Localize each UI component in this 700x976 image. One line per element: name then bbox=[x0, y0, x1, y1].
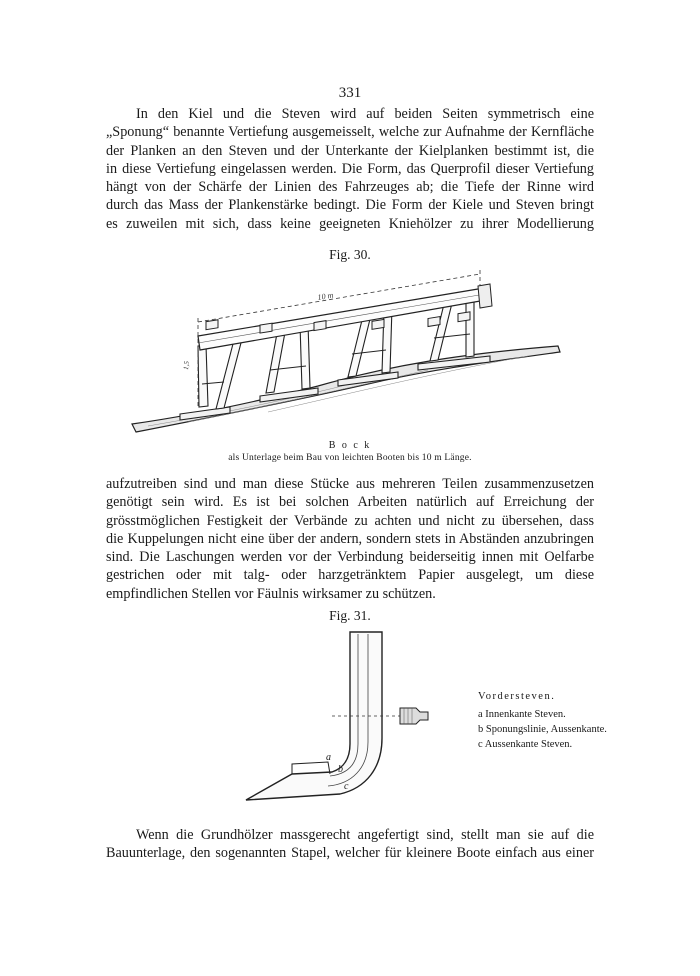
text-line: Bauunterlage, den sogenannten Stapel, welcher für kleinere Boote einfach aus einer bbox=[106, 845, 594, 862]
text-line: genötigt sein wird. Es ist bei solchen Arbeiten natürlich auf Erreichung der bbox=[106, 494, 594, 511]
paragraph-2 bbox=[106, 475, 594, 603]
text-line: „Sponung“ benannte Vertiefung ausgemeisselt, welche zur Aufnahme der Kernfläche bbox=[106, 124, 594, 141]
text-line: der Planken an den Steven und der Unterkante der Kielplanken bestimmt ist, die bbox=[106, 142, 594, 159]
legend-item-b: b Sponungslinie, Aussenkante. bbox=[478, 724, 607, 735]
legend-item-a: a Innenkante Steven. bbox=[478, 709, 566, 720]
text-line: die Kuppelungen nicht eine über der andern, sondern stets in Abständen anzubringen bbox=[106, 530, 594, 547]
text-line: es zuweilen mit sich, dass keine geeigneten Kniehölzer zu ihrer Modellierung bbox=[106, 215, 594, 232]
text-line: durch das Mass der Plankenstärke bedingt. Die Form der Kiele und Steven bringt bbox=[106, 197, 594, 214]
mark-b: b bbox=[338, 764, 343, 775]
stem-outline bbox=[246, 632, 382, 800]
figure-30-label: B o c k bbox=[328, 440, 372, 451]
figure-31-stem-diagram bbox=[240, 628, 440, 808]
figure-30-trestle-illustration bbox=[128, 266, 568, 441]
text-line: gestrichen oder mit talg- oder harzgetränktem Papier ausgelegt, um diese bbox=[106, 567, 594, 584]
figure-30-caption: Fig. 30. bbox=[329, 247, 371, 262]
text-line: In den Kiel und die Steven wird auf beiden Seiten symmetrisch eine bbox=[136, 106, 594, 122]
text-line: empfindlichen Stellen vor Fäulnis wirksamer zu schützen. bbox=[106, 585, 436, 602]
legend-item-c: c Aussenkante Steven. bbox=[478, 739, 573, 750]
text-line: aufzutreiben sind und man diese Stücke aus mehreren Teilen zusammenzusetzen bbox=[106, 476, 594, 492]
height-label: 1,5 bbox=[182, 360, 191, 371]
text-line: Wenn die Grundhölzer massgerecht angefertigt sind, stellt man sie auf die bbox=[136, 827, 594, 843]
figure-30-subcaption: als Unterlage beim Bau von leichten Booten bis 10 m Länge. bbox=[228, 453, 472, 463]
mark-c: c bbox=[344, 781, 349, 792]
text-line: hängt von der Schärfe der Linien des Fahrzeuges ab; die Tiefe der Rinne wird bbox=[106, 179, 594, 196]
dimension-label: 10 m bbox=[316, 290, 334, 302]
ground-plank bbox=[132, 346, 560, 432]
text-line: sind. Die Laschungen werden vor der Verbindung beiderseitig innen mit Oelfarbe bbox=[106, 549, 594, 566]
paragraph-1 bbox=[106, 105, 594, 233]
mark-a: a bbox=[326, 752, 331, 763]
paragraph-3 bbox=[106, 826, 594, 863]
page-number: 331 bbox=[338, 85, 362, 101]
legend-title: Vordersteven. bbox=[478, 691, 556, 702]
text-line: in diese Vertiefung eingelassen werden. Die Form, das Querprofil dieser Vertiefung bbox=[106, 160, 594, 177]
text-line: grösstmöglichen Festigkeit der Verbände zu achten und nicht zu übersehen, dass bbox=[106, 512, 594, 529]
figure-31-caption: Fig. 31. bbox=[329, 608, 371, 623]
